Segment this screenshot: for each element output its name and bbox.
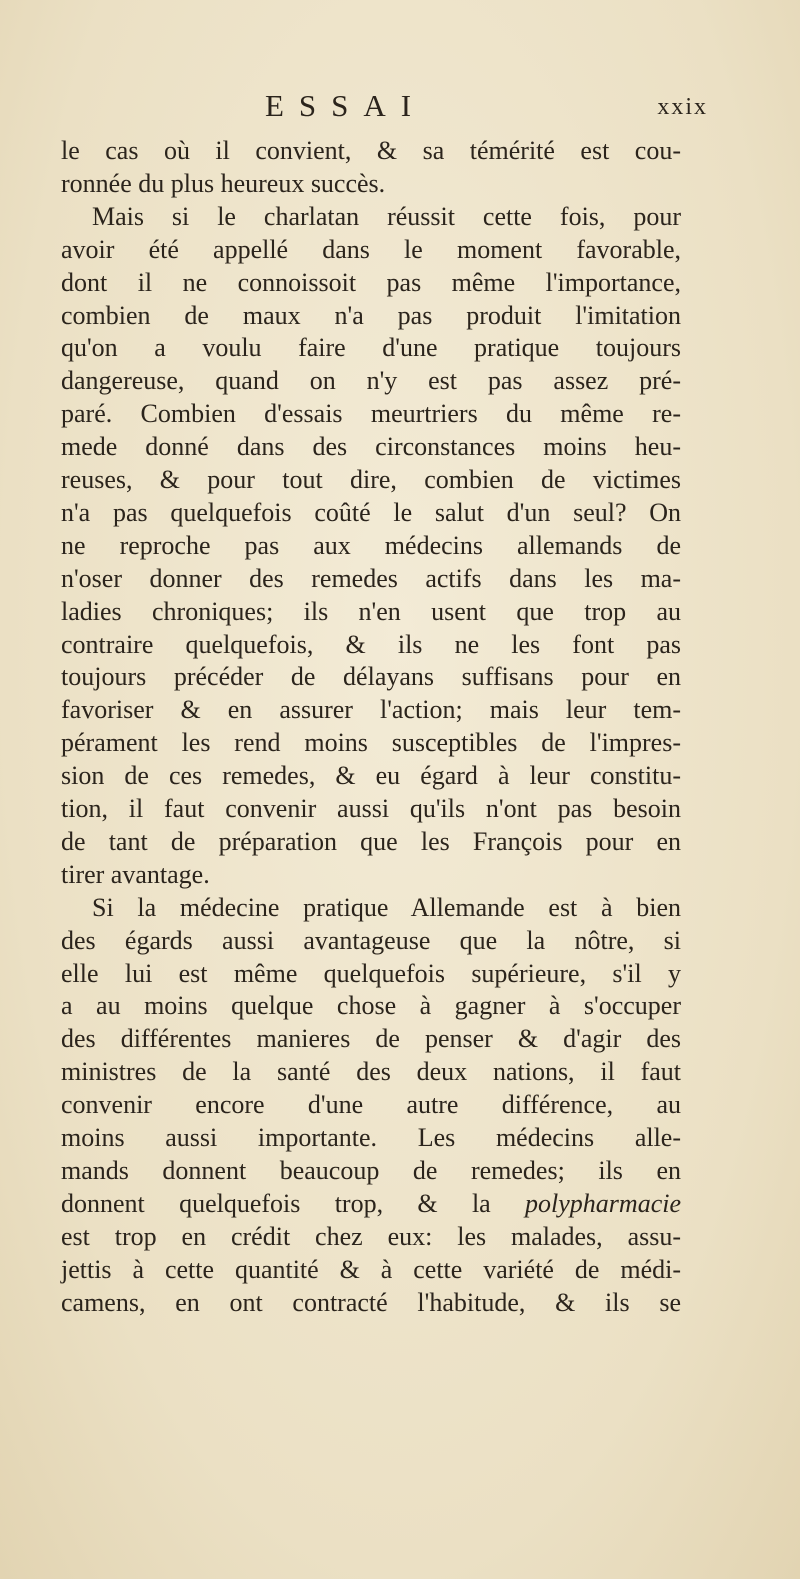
text-line: moins aussi importante. Les médecins alle- <box>61 1123 681 1152</box>
text-line: des égards aussi avantageuse que la nôtre, si <box>61 925 681 955</box>
text-line: jettis à cette quantité & à cette variété de médi- <box>61 1254 681 1284</box>
text-line: sion de ces remedes, & eu égard à leur constitu- <box>61 761 681 791</box>
text-line: reuses, & pour tout dire, combien de victimes <box>61 465 681 494</box>
text-line: favoriser & en assurer l'action; mais leur tem- <box>61 695 681 725</box>
running-title: ESSAI <box>265 88 427 123</box>
text-line: mands donnent beaucoup de remedes; ils en <box>61 1155 681 1185</box>
text-line: camens, en ont contracté l'habitude, & ils se <box>61 1287 681 1317</box>
text-line: elle lui est même quelquefois supérieure, s'il y <box>61 958 681 988</box>
text-line: est trop en crédit chez eux: les malades, assu- <box>61 1221 681 1251</box>
text-line: tion, il faut convenir aussi qu'ils n'ont pas besoin <box>61 794 681 823</box>
text-line: tirer avantage. <box>61 859 210 889</box>
text-line: toujours précéder de délayans suffisans pour en <box>61 662 681 692</box>
text-line: pérament les rend moins susceptibles de l'impres- <box>61 728 681 758</box>
text-line: Si la médecine pratique Allemande est à bien <box>92 892 681 922</box>
text-line: le cas où il convient, & sa témérité est cou- <box>61 136 681 165</box>
text-line: n'oser donner des remedes actifs dans les ma- <box>61 563 681 593</box>
text-line: Mais si le charlatan réussit cette fois, pour <box>92 201 681 231</box>
text-line: combien de maux n'a pas produit l'imitation <box>61 300 681 330</box>
text-line: qu'on a voulu faire d'une pratique toujours <box>61 333 681 363</box>
text-line: contraire quelquefois, & ils ne les font pas <box>61 629 681 659</box>
text-line: de tant de préparation que les François pour en <box>61 826 681 856</box>
text-line: convenir encore d'une autre différence, au <box>61 1090 681 1120</box>
text-line: dangereuse, quand on n'y est pas assez pré- <box>61 366 681 396</box>
text-line: n'a pas quelquefois coûté le salut d'un seul? On <box>61 497 681 527</box>
page-header <box>0 88 800 128</box>
text-line: a au moins quelque chose à gagner à s'occuper <box>61 991 681 1021</box>
text-line: ne reproche pas aux médecins allemands de <box>61 530 681 560</box>
text-line: avoir été appellé dans le moment favorable, <box>61 234 681 264</box>
text-line: ladies chroniques; ils n'en usent que trop au <box>61 596 681 626</box>
text-line: des différentes manieres de penser & d'agir des <box>61 1024 681 1054</box>
italic-term: polypharmacie <box>525 1188 682 1218</box>
text-line: ministres de la santé des deux nations, il faut <box>61 1057 681 1087</box>
text-line: ronnée du plus heureux succès. <box>61 168 386 198</box>
text-line: mede donné dans des circonstances moins heu- <box>61 432 681 462</box>
text-line: paré. Combien d'essais meurtriers du même re- <box>61 399 681 429</box>
text-line: dont il ne connoissoit pas même l'importance, <box>61 267 681 297</box>
text-line: donnent quelquefois trop, & la polypharmacie <box>61 1188 682 1218</box>
page-number: xxix <box>657 94 708 120</box>
